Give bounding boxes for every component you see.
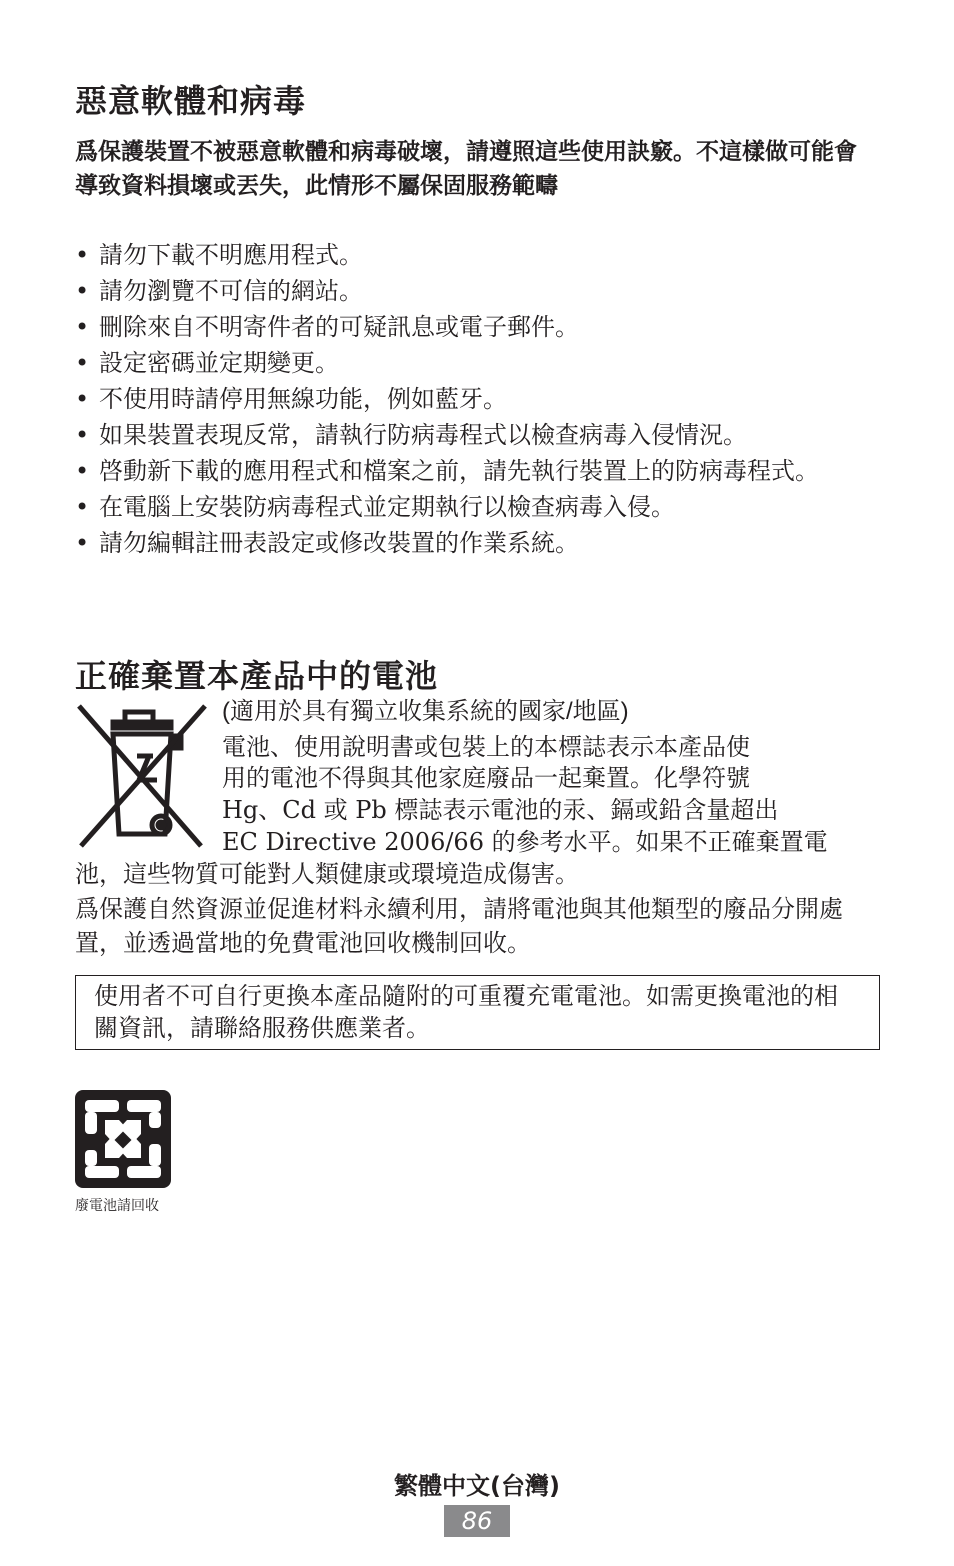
bullet-marker: • bbox=[75, 385, 90, 413]
battery-title: 正確棄置本產品中的電池 bbox=[75, 657, 439, 695]
taiwan-battery-recycle-icon bbox=[75, 1090, 171, 1188]
malware-tip-text: 啓動新下載的應用程式和檔案之前，請先執行裝置上的防病毒程式。 bbox=[99, 457, 819, 485]
malware-tip-item bbox=[75, 382, 885, 416]
battery-line-1: 電池、使用說明書或包裝上的本標誌表示本產品使 bbox=[222, 733, 750, 761]
malware-tip-item bbox=[75, 490, 885, 524]
battery-line-5: 池，這些物質可能對人類健康或環境造成傷害。 bbox=[75, 860, 579, 888]
malware-intro: 爲保護裝置不被惡意軟體和病毒破壞，請遵照這些使用訣竅。不這樣做可能會導致資料損壞或丟失，此情形不屬保固服務範疇 bbox=[75, 139, 857, 199]
recycle-caption: 廢電池請回收 bbox=[75, 1198, 159, 1214]
battery-line-3: Hg、Cd 或 Pb 標誌表示電池的汞、鎘或鉛含量超出 bbox=[222, 796, 779, 824]
malware-tip-item bbox=[75, 310, 885, 344]
bullet-marker: • bbox=[75, 421, 90, 449]
malware-tip-item bbox=[75, 238, 885, 272]
bullet-marker: • bbox=[75, 529, 90, 557]
malware-title: 惡意軟體和病毒 bbox=[75, 82, 307, 120]
battery-note-text: 使用者不可自行更換本產品隨附的可重覆充電電池。如需更換電池的相關資訊，請聯絡服務供應業者。 bbox=[94, 982, 838, 1042]
battery-paragraph-2: 爲保護自然資源並促進材料永續利用，請將電池與其他類型的廢品分開處置，並透過當地的免費電池回收機制回收。 bbox=[75, 895, 843, 957]
battery-line-2: 用的電池不得與其他家庭廢品一起棄置。化學符號 bbox=[222, 764, 750, 792]
bullet-marker: • bbox=[75, 349, 90, 377]
bullet-marker: • bbox=[75, 277, 90, 305]
malware-tip-text: 不使用時請停用無線功能，例如藍牙。 bbox=[99, 385, 507, 413]
malware-tip-item bbox=[75, 526, 885, 560]
malware-tip-text: 在電腦上安裝防病毒程式並定期執行以檢查病毒入侵。 bbox=[99, 493, 675, 521]
malware-tip-item bbox=[75, 454, 885, 488]
page-number: 86 bbox=[444, 1505, 510, 1537]
footer-language: 繁體中文(台灣) bbox=[394, 1472, 560, 1500]
malware-tip-text: 刪除來自不明寄件者的可疑訊息或電子郵件。 bbox=[99, 313, 579, 341]
bullet-marker: • bbox=[75, 457, 90, 485]
malware-tip-item bbox=[75, 418, 885, 452]
bullet-marker: • bbox=[75, 313, 90, 341]
battery-line-4: EC Directive 2006/66 的參考水平。如果不正確棄置電 bbox=[222, 828, 828, 856]
bullet-marker: • bbox=[75, 241, 90, 269]
battery-scope: (適用於具有獨立收集系統的國家/地區) bbox=[222, 698, 629, 725]
malware-tip-text: 設定密碼並定期變更。 bbox=[99, 349, 339, 377]
malware-tip-text: 請勿下載不明應用程式。 bbox=[99, 241, 363, 269]
battery-note-box bbox=[75, 975, 880, 1050]
malware-tip-text: 請勿編輯註冊表設定或修改裝置的作業系統。 bbox=[99, 529, 579, 557]
malware-tip-item bbox=[75, 274, 885, 308]
malware-tip-item bbox=[75, 346, 885, 380]
bullet-marker: • bbox=[75, 493, 90, 521]
malware-tips-list bbox=[75, 238, 885, 562]
malware-tip-text: 請勿瀏覽不可信的網站。 bbox=[99, 277, 363, 305]
crossed-out-wheelie-bin-icon bbox=[75, 700, 210, 850]
malware-tip-text: 如果裝置表現反常，請執行防病毒程式以檢查病毒入侵情況。 bbox=[99, 421, 747, 449]
